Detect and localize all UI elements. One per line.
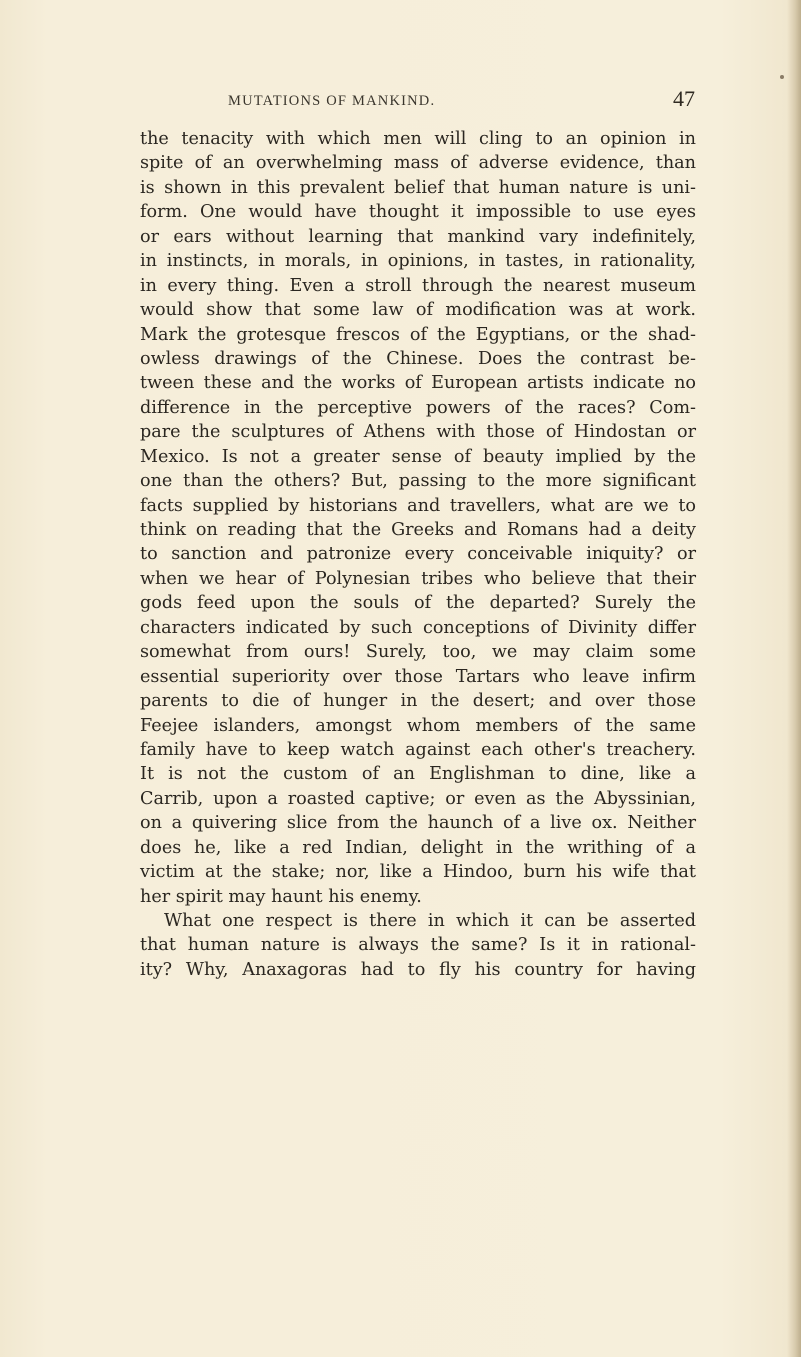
text-line: essential superiority over those Tartars who leave infirm bbox=[140, 666, 696, 687]
text-line: does he, like a red Indian, delight in the writhing of a bbox=[140, 837, 696, 858]
text-line: family have to keep watch against each other's treachery. bbox=[140, 739, 696, 760]
page-number: 47 bbox=[673, 86, 695, 111]
text-line-paragraph-start: What one respect is there in which it can be asserted bbox=[164, 911, 696, 931]
text-line: would show that some law of modification was at work. bbox=[140, 300, 696, 321]
running-head: MUTATIONS OF MANKIND. bbox=[228, 93, 436, 109]
text-line: her spirit may haunt his enemy. bbox=[140, 886, 422, 907]
text-line: when we hear of Polynesian tribes who believe that their bbox=[140, 568, 696, 589]
text-line: parents to die of hunger in the desert; and over those bbox=[140, 691, 696, 712]
text-line: gods feed upon the souls of the departed? Surely the bbox=[140, 593, 696, 614]
text-line: in every thing. Even a stroll through the nearest museum bbox=[140, 275, 696, 296]
text-line: one than the others? But, passing to the more significant bbox=[140, 471, 696, 492]
text-line: is shown in this prevalent belief that human nature is uni- bbox=[140, 177, 696, 198]
text-line: difference in the perceptive powers of the races? Com- bbox=[140, 397, 696, 418]
text-line: Mexico. Is not a greater sense of beauty implied by the bbox=[140, 446, 696, 467]
text-line: victim at the stake; nor, like a Hindoo, burn his wife that bbox=[140, 862, 696, 883]
text-line: Carrib, upon a roasted captive; or even as the Abyssinian, bbox=[140, 788, 696, 809]
text-line: ity? Why, Anaxagoras had to fly his country for having bbox=[140, 959, 696, 980]
text-line: think on reading that the Greeks and Romans had a deity bbox=[140, 520, 696, 540]
text-line: characters indicated by such conceptions of Divinity differ bbox=[140, 617, 696, 638]
text-line: tween these and the works of European artists indicate no bbox=[140, 373, 696, 394]
text-line: the tenacity with which men will cling to an opinion in bbox=[140, 129, 696, 149]
text-line: Feejee islanders, amongst whom members of the same bbox=[140, 715, 696, 736]
body-text bbox=[140, 127, 696, 982]
text-line: on a quivering slice from the haunch of a live ox. Neither bbox=[140, 813, 696, 834]
text-line: that human nature is always the same? Is it in rational- bbox=[140, 935, 696, 956]
ink-speck bbox=[780, 75, 784, 79]
text-line: owless drawings of the Chinese. Does the contrast be- bbox=[140, 348, 696, 369]
page-edge-shadow bbox=[787, 0, 801, 1357]
text-line: form. One would have thought it impossible to use eyes bbox=[140, 202, 696, 223]
text-line: to sanction and patronize every conceivable iniquity? or bbox=[140, 544, 696, 565]
text-line: It is not the custom of an Englishman to dine, like a bbox=[140, 764, 696, 785]
text-line: facts supplied by historians and travellers, what are we to bbox=[140, 495, 696, 516]
text-line: pare the sculptures of Athens with those of Hindostan or bbox=[140, 422, 696, 443]
page-header bbox=[110, 86, 695, 116]
text-line: Mark the grotesque frescos of the Egyptians, or the shad- bbox=[140, 324, 696, 345]
text-line: or ears without learning that mankind vary indefinitely, bbox=[140, 226, 696, 247]
text-line: in instincts, in morals, in opinions, in tastes, in rationality, bbox=[140, 251, 696, 272]
text-line: spite of an overwhelming mass of adverse evidence, than bbox=[140, 153, 696, 174]
text-line: somewhat from ours! Surely, too, we may claim some bbox=[140, 642, 696, 663]
